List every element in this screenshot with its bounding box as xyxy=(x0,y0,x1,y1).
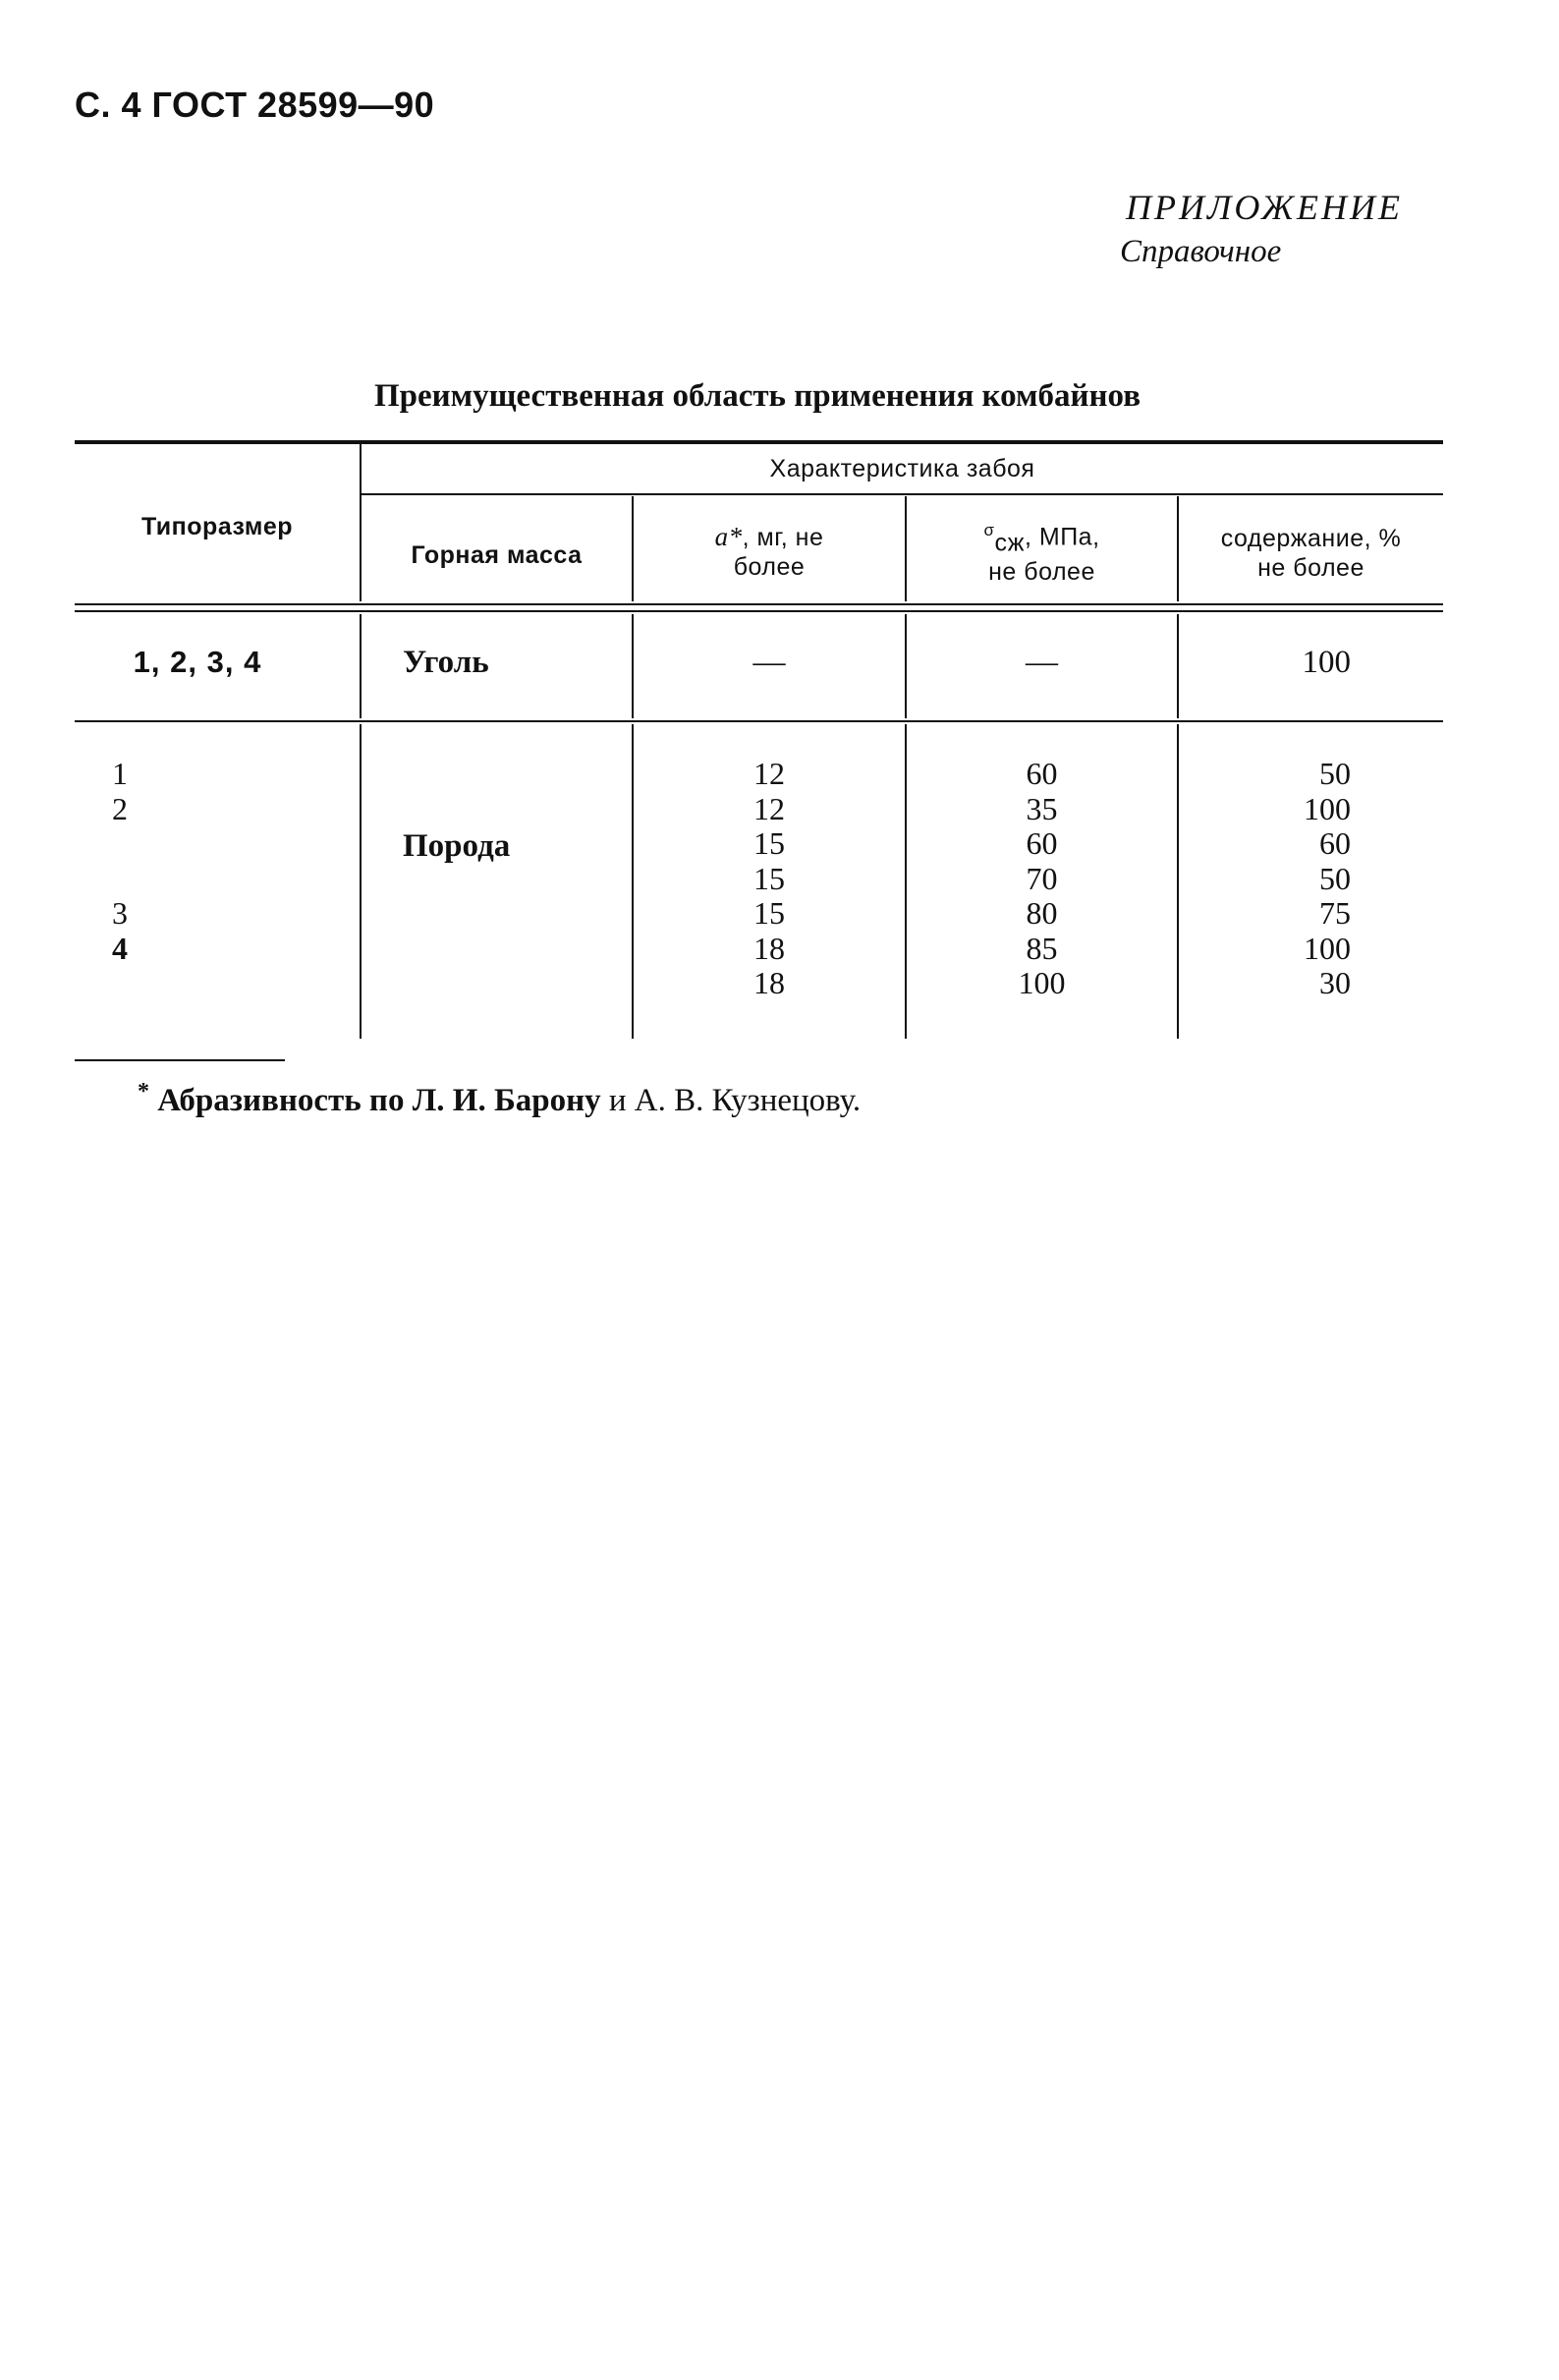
header-content xyxy=(1179,524,1443,583)
table-title: Преимущественная область применения комбайнов xyxy=(373,378,1141,414)
header-bottom-rule-2 xyxy=(75,610,1443,612)
rock-rock-mass: Порода xyxy=(403,828,511,864)
rock-strength-column xyxy=(907,757,1177,1001)
strength-symbol: σ xyxy=(983,521,995,539)
rock-size-cell xyxy=(112,966,171,1001)
footnote xyxy=(138,1079,861,1119)
appendix-title: ПРИЛОЖЕНИЕ xyxy=(1126,188,1403,227)
rock-abrasiveness-column xyxy=(634,757,905,1001)
rock-size-cell: 1 xyxy=(112,756,128,791)
rock-abrasiveness-cell: 15 xyxy=(753,860,785,896)
appendix-label xyxy=(1120,187,1464,270)
coal-sizes: 1, 2, 3, 4 xyxy=(133,645,262,679)
page-header: С. 4 ГОСТ 28599—90 xyxy=(75,85,435,125)
coal-content: 100 xyxy=(1302,645,1351,680)
abrasiveness-line2: более xyxy=(733,553,806,582)
strength-units: , МПа, xyxy=(1024,523,1100,551)
rock-strength-cell: 80 xyxy=(1026,895,1058,931)
rock-content-cell: 75 xyxy=(1319,895,1351,931)
rock-content-cell: 50 xyxy=(1319,860,1351,896)
rock-abrasiveness-cell: 15 xyxy=(753,895,785,931)
vline-1-rock xyxy=(360,724,362,1039)
rock-strength-cell: 100 xyxy=(1018,965,1066,1000)
rock-strength-cell: 60 xyxy=(1026,825,1058,861)
coal-row-rule xyxy=(75,720,1443,722)
vline-4-coal xyxy=(1177,614,1179,718)
coal-abrasiveness: — xyxy=(752,645,786,680)
appendix-subtitle: Справочное xyxy=(1120,234,1282,269)
rock-strength-cell: 60 xyxy=(1026,756,1058,791)
rock-size-cell: 2 xyxy=(112,790,128,826)
rock-strength-cell: 85 xyxy=(1026,930,1058,966)
rock-abrasiveness-cell: 15 xyxy=(753,825,785,861)
rock-size-cell: 3 xyxy=(112,895,128,931)
vline-1-coal xyxy=(360,614,362,718)
rock-size-cell xyxy=(112,826,171,862)
rock-content-cell: 100 xyxy=(1304,930,1351,966)
rock-strength-cell: 70 xyxy=(1026,860,1058,896)
header-strength xyxy=(907,521,1177,587)
rock-abrasiveness-cell: 12 xyxy=(753,790,785,826)
rock-content-column xyxy=(1233,757,1351,1001)
footnote-rest-text: и А. В. Кузнецову. xyxy=(600,1083,862,1118)
coal-strength: — xyxy=(1026,645,1058,680)
content-line1: содержание, % xyxy=(1220,525,1402,552)
vline-4-rock xyxy=(1177,724,1179,1039)
rock-abrasiveness-cell: 18 xyxy=(753,965,785,1000)
group-header-rule xyxy=(361,493,1443,495)
rock-content-cell: 30 xyxy=(1319,965,1351,1000)
header-bottom-rule-1 xyxy=(75,603,1443,605)
rock-content-cell: 100 xyxy=(1304,790,1351,826)
abrasiveness-units: , мг, не xyxy=(742,524,824,551)
rock-sizes-column xyxy=(112,757,171,1001)
footnote-separator xyxy=(75,1059,285,1061)
strength-sub: сж xyxy=(994,529,1025,557)
header-rock-mass: Горная масса xyxy=(411,541,583,569)
table-top-rule xyxy=(75,440,1443,444)
rock-strength-cell: 35 xyxy=(1026,790,1058,826)
header-face-characteristics: Характеристика забоя xyxy=(769,455,1035,482)
rock-size-cell: 4 xyxy=(112,930,128,966)
content-line2: не более xyxy=(1257,554,1364,582)
rock-content-cell: 50 xyxy=(1319,756,1351,791)
footnote-bold-text: Абразивность по Л. И. Барону xyxy=(157,1083,601,1118)
coal-rock-mass: Уголь xyxy=(403,645,489,680)
rock-size-cell xyxy=(112,862,171,897)
rock-content-cell: 60 xyxy=(1319,825,1351,861)
header-size: Типоразмер xyxy=(140,513,293,540)
header-abrasiveness xyxy=(634,521,905,582)
abrasiveness-symbol: a* xyxy=(714,522,743,551)
footnote-marker: * xyxy=(138,1079,149,1105)
strength-line2: не более xyxy=(988,558,1095,587)
rock-abrasiveness-cell: 18 xyxy=(753,930,785,966)
rock-abrasiveness-cell: 12 xyxy=(753,756,785,791)
